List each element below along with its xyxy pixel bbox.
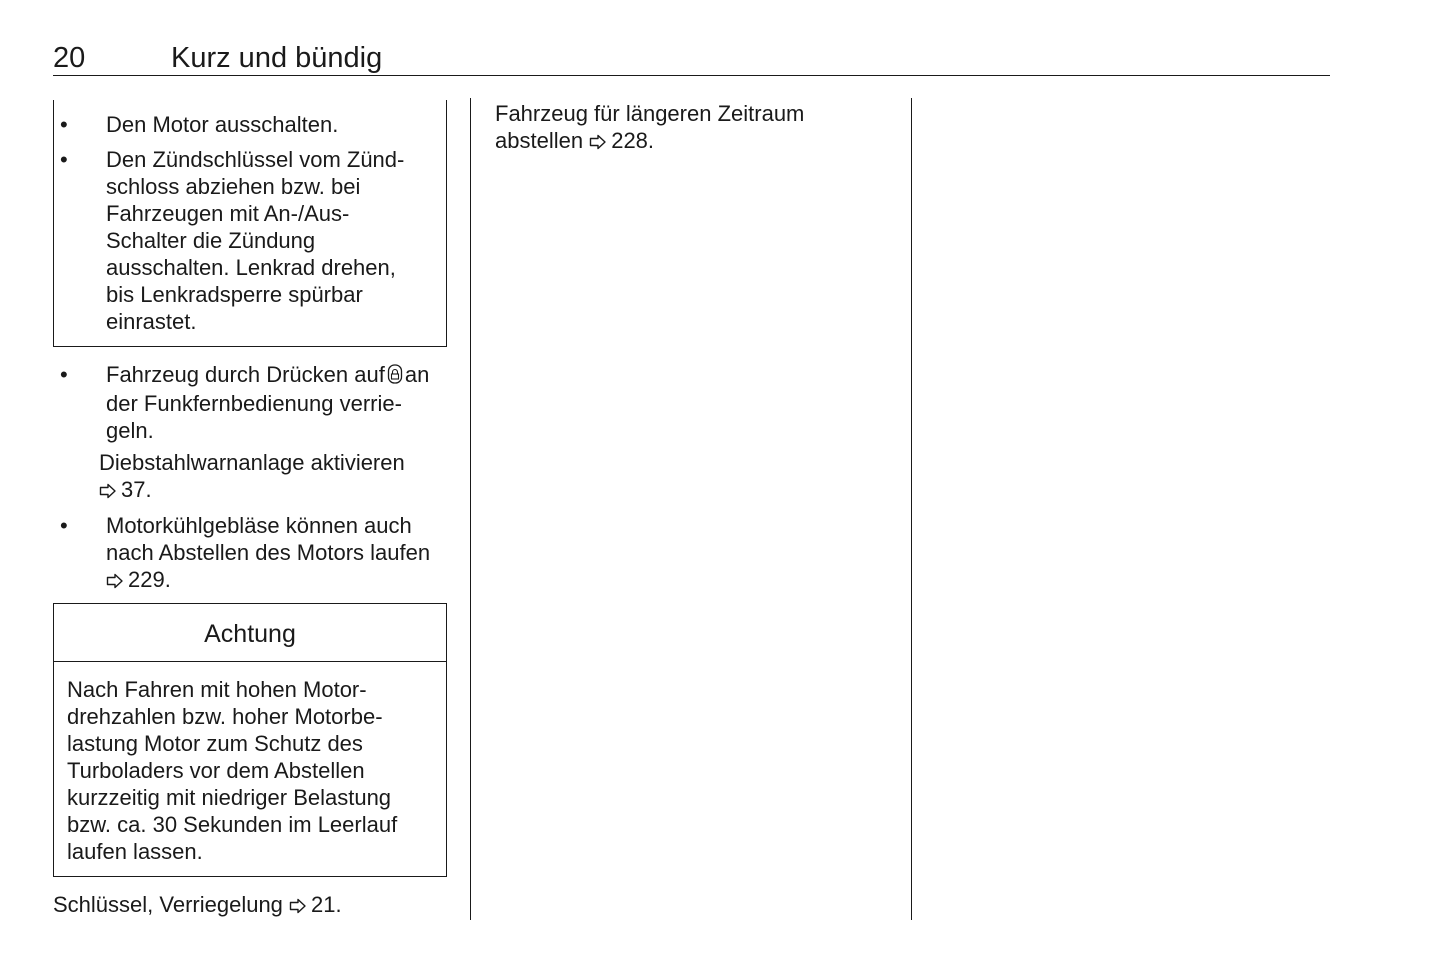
- bullet-icon: •: [60, 147, 68, 172]
- cross-reference-link[interactable]: 228.: [611, 128, 655, 153]
- warning-title: Achtung: [54, 604, 446, 662]
- cross-reference-link[interactable]: 21.: [311, 892, 342, 917]
- key-fob-lock-icon: [387, 363, 403, 390]
- reference-text: Schlüssel, Verriegelung: [53, 892, 283, 917]
- list-item-text: Schalter die Zündung: [106, 228, 316, 253]
- list-item-text: Motorkühlgebläse können auch: [106, 513, 412, 538]
- list-item-note: [99, 449, 405, 505]
- column-divider-1: [470, 98, 471, 920]
- list-item-text: an: [404, 362, 430, 387]
- warning-line: lastung Motor zum Schutz des: [67, 731, 363, 756]
- list-item-text: der Funkfernbedienung verrie-: [106, 391, 402, 416]
- list-item-text: einrastet.: [106, 309, 197, 334]
- warning-line: Turboladers vor dem Abstellen: [67, 758, 365, 783]
- column2-paragraph: [495, 100, 804, 156]
- cross-reference-link[interactable]: 229.: [128, 567, 171, 592]
- list-item-text: bis Lenkradsperre spürbar: [106, 282, 363, 307]
- paragraph-text: abstellen: [495, 128, 584, 153]
- arrow-right-outline-icon: [589, 129, 607, 156]
- footer-reference: [53, 891, 342, 920]
- page-title: Kurz und bündig: [171, 42, 383, 74]
- bullet-icon: •: [60, 112, 68, 137]
- list-item-text: ausschalten. Lenkrad drehen,: [106, 255, 396, 280]
- arrow-right-outline-icon: [106, 568, 124, 595]
- list-item-text: schloss abziehen bzw. bei: [106, 174, 361, 199]
- warning-line: bzw. ca. 30 Sekunden im Leerlauf: [67, 812, 398, 837]
- warning-line: drehzahlen bzw. hoher Motorbe-: [67, 704, 383, 729]
- arrow-right-outline-icon: [289, 893, 307, 920]
- bullet-icon: •: [60, 513, 68, 538]
- page-number: 20: [53, 42, 86, 74]
- column-divider-2: [911, 98, 912, 920]
- list-item-text: nach Abstellen des Motors laufen: [106, 540, 431, 565]
- warning-box: [53, 603, 447, 877]
- bullet-icon: •: [60, 362, 68, 387]
- warning-text: [67, 676, 397, 865]
- list-item-text: Den Zündschlüssel vom Zünd-: [106, 147, 405, 172]
- warning-line: Nach Fahren mit hohen Motor-: [67, 677, 367, 702]
- arrow-right-outline-icon: [99, 478, 117, 505]
- warning-line: laufen lassen.: [67, 839, 203, 864]
- list-item-text: Fahrzeug durch Drücken auf: [106, 362, 385, 387]
- list-item-text: Den Motor ausschalten.: [106, 112, 339, 137]
- warning-line: kurzzeitig mit niedriger Belastung: [67, 785, 392, 810]
- note-text: Diebstahlwarnanlage aktivieren: [99, 450, 405, 475]
- cross-reference-link[interactable]: 37.: [121, 477, 152, 502]
- list-item-text: Fahrzeugen mit An-/Aus-: [106, 201, 350, 226]
- list-item-text: geln.: [106, 418, 154, 443]
- header-rule: [53, 75, 1330, 76]
- paragraph-text: Fahrzeug für längeren Zeitraum: [495, 101, 805, 126]
